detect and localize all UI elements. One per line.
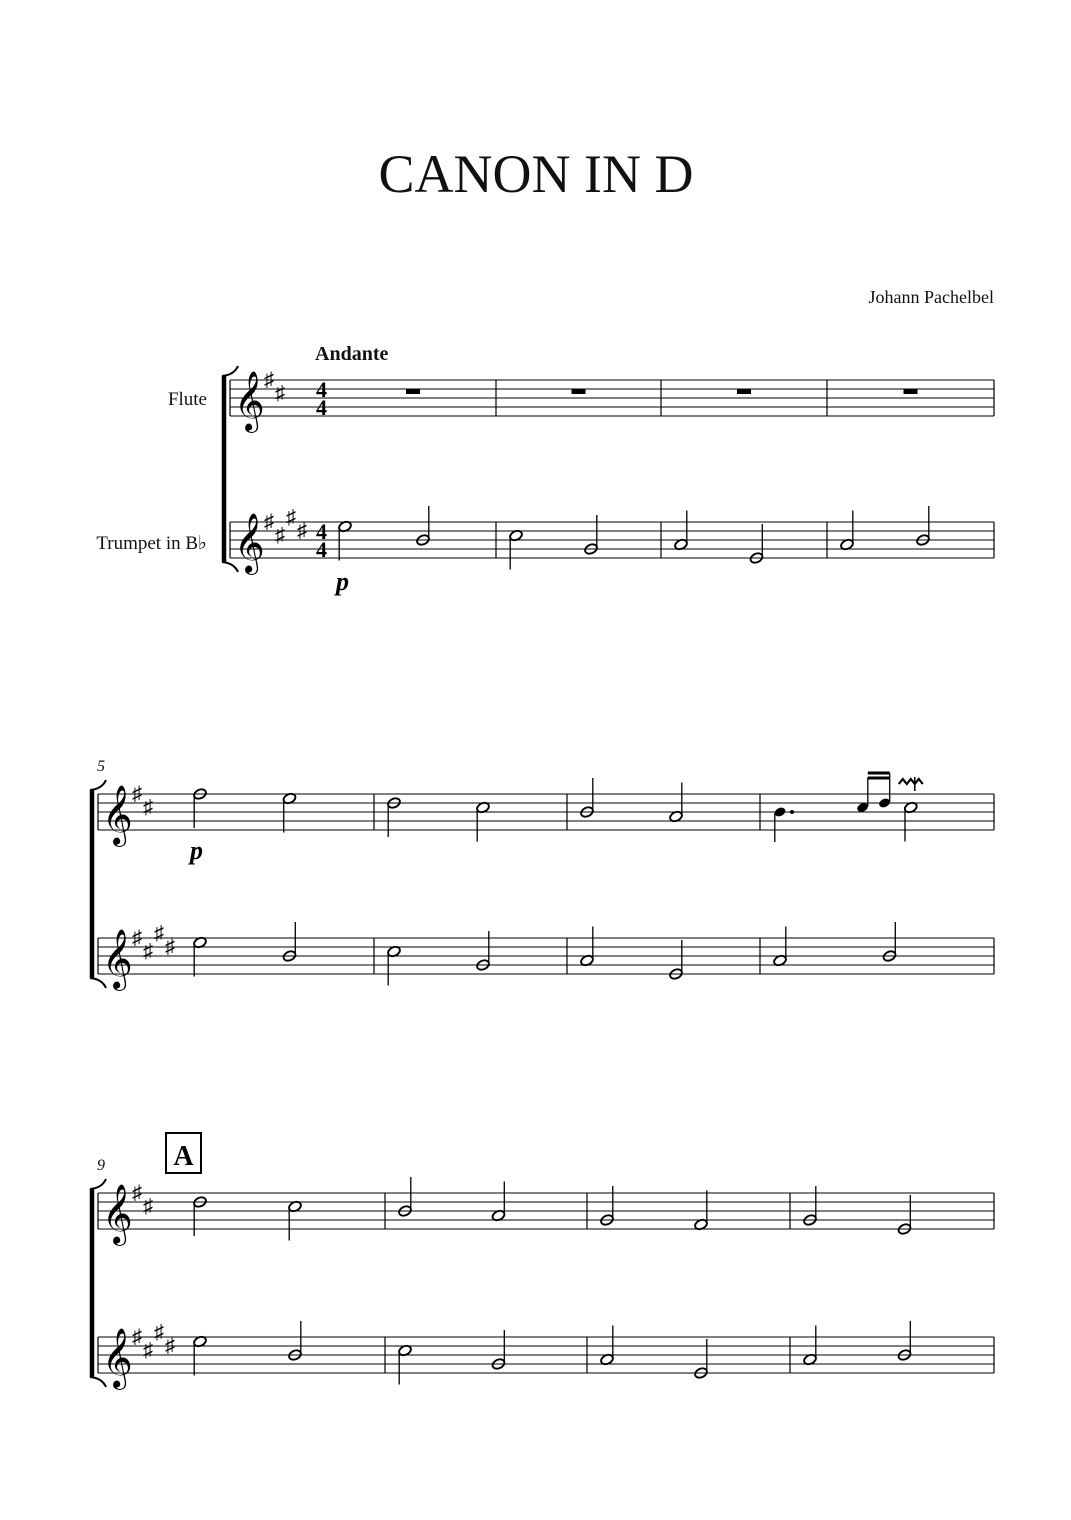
dynamic-piano: p <box>336 567 349 596</box>
time-signature-numerator: 4 <box>316 377 327 402</box>
treble-clef-icon: 𝄞 <box>102 787 133 844</box>
whole-rest-icon <box>572 389 586 394</box>
rehearsal-mark-a <box>166 1133 201 1173</box>
treble-clef-icon: 𝄞 <box>234 515 265 572</box>
svg-text:A: A <box>173 1141 194 1172</box>
key-sharp-icon: ♯ <box>297 520 307 542</box>
key-sharp-icon: ♯ <box>154 1321 164 1344</box>
dot-icon <box>790 810 794 814</box>
key-sharp-icon: ♯ <box>132 1326 142 1348</box>
measure-number-9: 9 <box>97 1157 105 1174</box>
key-sharp-icon: ♯ <box>165 1335 175 1357</box>
key-sharp-icon: ♯ <box>264 369 274 391</box>
whole-rest-icon <box>737 389 751 394</box>
key-sharp-icon: ♯ <box>143 1195 153 1218</box>
treble-clef-icon: 𝄞 <box>102 931 133 988</box>
composer-name: Johann Pachelbel <box>868 287 994 307</box>
whole-rest-icon <box>904 389 918 394</box>
measure-number-5: 5 <box>97 758 105 775</box>
key-sharp-icon: ♯ <box>165 936 175 958</box>
whole-rest-icon <box>406 389 420 394</box>
time-signature-denominator: 4 <box>316 537 327 562</box>
treble-clef-icon: 𝄞 <box>102 1186 133 1243</box>
key-sharp-icon: ♯ <box>132 783 142 805</box>
key-sharp-icon: ♯ <box>143 940 153 963</box>
instrument-label-flute: Flute <box>167 389 207 410</box>
score-title: CANON IN D <box>378 144 694 204</box>
music-notation <box>90 366 994 1390</box>
key-sharp-icon: ♯ <box>275 524 285 547</box>
time-signature-numerator: 4 <box>316 519 327 544</box>
key-sharp-icon: ♯ <box>154 922 164 945</box>
treble-clef-icon: 𝄞 <box>102 1330 133 1387</box>
instrument-label-trumpet: Trumpet in B♭ <box>96 533 207 554</box>
key-sharp-icon: ♯ <box>143 1339 153 1362</box>
key-sharp-icon: ♯ <box>132 927 142 949</box>
key-sharp-icon: ♯ <box>264 511 274 533</box>
key-sharp-icon: ♯ <box>143 796 153 819</box>
flute-note <box>773 806 787 842</box>
key-sharp-icon: ♯ <box>275 382 285 405</box>
tempo-marking: Andante <box>315 343 389 365</box>
key-sharp-icon: ♯ <box>286 506 296 529</box>
treble-clef-icon: 𝄞 <box>234 373 265 430</box>
mordent-icon <box>899 779 923 784</box>
time-signature-denominator: 4 <box>316 395 327 420</box>
key-sharp-icon: ♯ <box>132 1182 142 1204</box>
dynamic-piano: p <box>190 836 203 865</box>
flute-note <box>856 778 870 814</box>
